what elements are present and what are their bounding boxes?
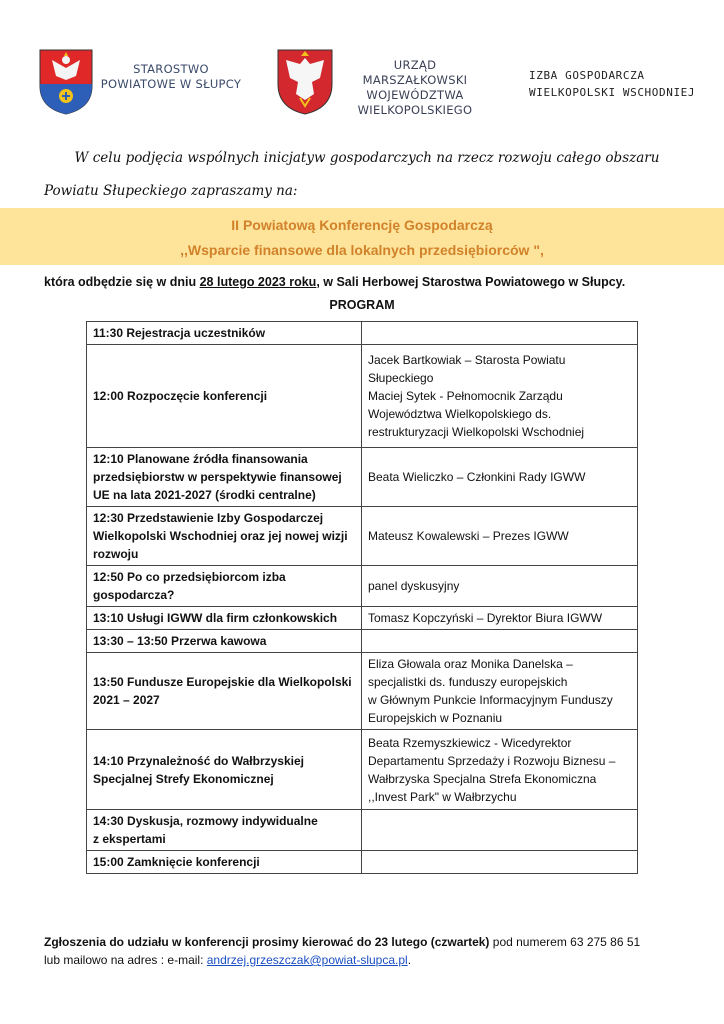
phone-text: pod numerem 63 275 86 51 [489, 935, 641, 949]
program-item: 13:50 Fundusze Europejskie dla Wielkopolski 2021 – 2027 [87, 653, 362, 730]
program-row [87, 566, 638, 607]
program-row [87, 653, 638, 730]
program-row [87, 345, 638, 448]
event-date: 28 lutego 2023 roku [199, 275, 317, 289]
registration-text: Zgłoszenia do udziału w konferencji prosimy kierować do 23 lutego (czwartek) [44, 935, 490, 949]
registration-footer [44, 933, 684, 969]
program-speaker [362, 630, 638, 653]
event-prefix: która odbędzie się w dniu [44, 275, 200, 289]
program-speaker: Beata Rzemyszkiewicz - Wicedyrektor Departamentu Sprzedaży i Rozwoju Biznesu – Wałbrzyska Specjalna Strefa Ekonomiczna ,,Invest Park" w Wałbrzychu [362, 730, 638, 810]
program-item: 14:10 Przynależność do Wałbrzyskiej Specjalnej Strefy Ekonomicznej [87, 730, 362, 810]
program-row [87, 507, 638, 566]
program-row [87, 448, 638, 507]
program-title: PROGRAM [329, 298, 395, 312]
event-date-line [44, 275, 684, 289]
program-row [87, 630, 638, 653]
program-item: 12:10 Planowane źródła finansowania przedsiębiorstw w perspektywie finansowej UE na lata 2021-2027 (środki centralne) [87, 448, 362, 507]
program-row [87, 851, 638, 874]
izba-gospodarcza-name [529, 67, 699, 101]
intro-line-1: W celu podjęcia wspólnych inicjatyw gospodarczych na rzecz rozwoju całego obszaru [74, 150, 660, 166]
conference-subtitle: ,,Wsparcie finansowe dla lokalnych przedsiębiorców ", [180, 242, 544, 258]
program-item: 13:30 – 13:50 Przerwa kawowa [87, 630, 362, 653]
program-speaker [362, 322, 638, 345]
starostwo-name: STAROSTWO POWIATOWE W SŁUPCY [100, 62, 242, 91]
program-speaker: Jacek Bartkowiak – Starosta Powiatu Słupeckiego Maciej Sytek - Pełnomocnik Zarządu Województwa Wielkopolskiego ds. restrukturyzacji Wielkopolski Wschodniej [362, 345, 638, 448]
program-item: 12:50 Po co przedsiębiorcom izba gospodarcza? [87, 566, 362, 607]
wielkopolska-coat-of-arms-logo [276, 48, 334, 116]
program-table-body [87, 322, 638, 874]
program-speaker: Mateusz Kowalewski – Prezes IGWW [362, 507, 638, 566]
conference-banner [0, 208, 724, 265]
program-row [87, 607, 638, 630]
urzad-marszalkowski-name: URZĄD MARSZAŁKOWSKI WOJEWÓDZTWA WIELKOPOLSKIEGO [357, 58, 473, 117]
mail-suffix: . [407, 953, 412, 967]
conference-title: II Powiatową Konferencję Gospodarczą [231, 217, 493, 233]
event-suffix: , w Sali Herbowej Starostwa Powiatowego w Słupcy. [316, 275, 626, 289]
program-row [87, 810, 638, 851]
mail-prefix: lub mailowo na adres : e-mail: [44, 953, 207, 967]
program-row [87, 322, 638, 345]
program-speaker: Tomasz Kopczyński – Dyrektor Biura IGWW [362, 607, 638, 630]
program-table [86, 321, 638, 874]
izba-line-1: IZBA GOSPODARCZA [529, 69, 645, 82]
program-row [87, 730, 638, 810]
program-item: 15:00 Zamknięcie konferencji [87, 851, 362, 874]
program-item: 12:30 Przedstawienie Izby Gospodarczej Wielkopolski Wschodniej oraz jej nowej wizji rozwoju [87, 507, 362, 566]
izba-line-2: WIELKOPOLSKI WSCHODNIEJ [529, 86, 696, 99]
program-item: 11:30 Rejestracja uczestników [87, 322, 362, 345]
program-item: 13:10 Usługi IGWW dla firm członkowskich [87, 607, 362, 630]
intro-line-2: Powiatu Słupeckiego zapraszamy na: [44, 183, 298, 199]
slupca-coat-of-arms-logo [38, 48, 94, 116]
program-speaker: panel dyskusyjny [362, 566, 638, 607]
program-speaker: Beata Wieliczko – Członkini Rady IGWW [362, 448, 638, 507]
program-item: 14:30 Dyskusja, rozmowy indywidualne z ekspertami [87, 810, 362, 851]
header [0, 0, 724, 130]
program-speaker: Eliza Głowala oraz Monika Danelska – specjalistki ds. funduszy europejskich w Głównym Punkcie Informacyjnym Funduszy Europejskich w Poznaniu [362, 653, 638, 730]
program-speaker [362, 810, 638, 851]
program-item: 12:00 Rozpoczęcie konferencji [87, 345, 362, 448]
email-link[interactable]: andrzej.grzeszczak@powiat-slupca.pl [206, 953, 408, 967]
program-speaker [362, 851, 638, 874]
